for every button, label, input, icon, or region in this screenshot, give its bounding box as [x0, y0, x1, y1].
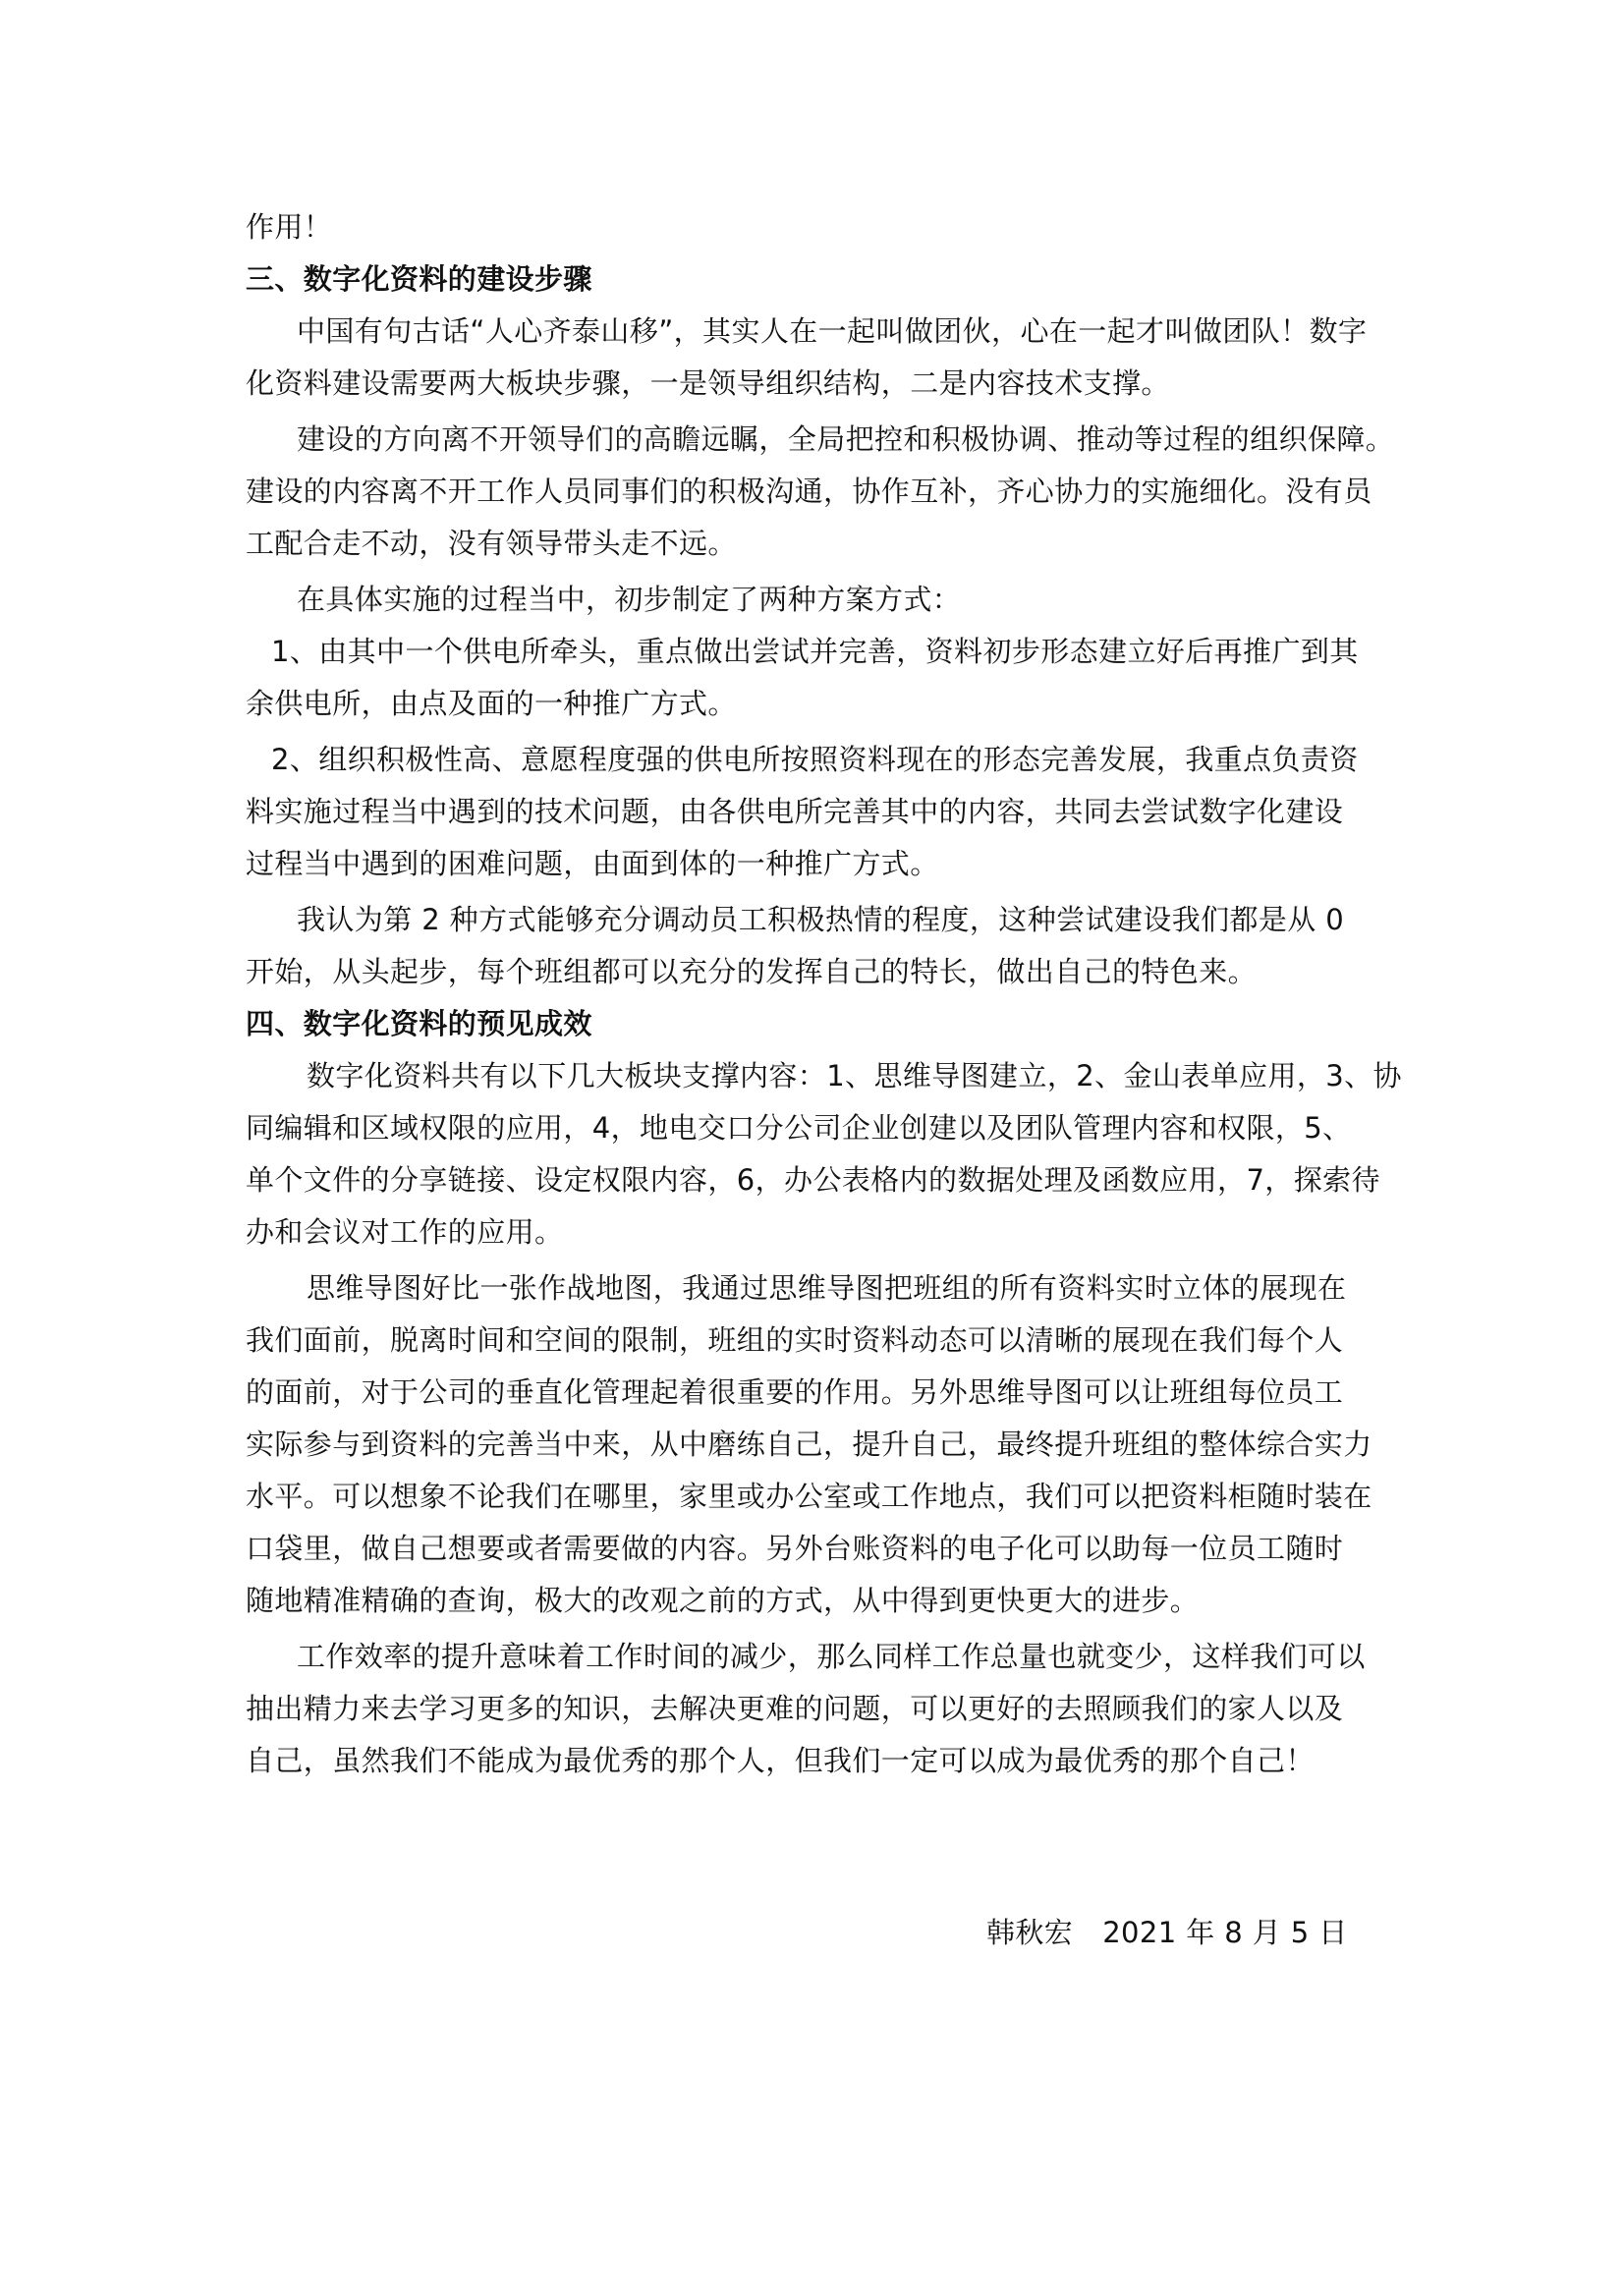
author-name: 韩秋宏 [986, 1916, 1074, 1949]
document-body [246, 201, 1402, 1787]
paragraph-line: 建设的内容离不开工作人员同事们的积极沟通，协作互补，齐心协力的实施细化。没有员 [246, 475, 1372, 508]
list-item-line: 2、组织积极性高、意愿程度强的供电所按照资料现在的形态完善发展，我重点负责资 [271, 743, 1359, 776]
paragraph-line: 思维导图好比一张作战地图，我通过思维导图把班组的所有资料实时立体的展现在 [307, 1271, 1347, 1305]
paragraph-line: 抽出精力来去学习更多的知识，去解决更难的问题，可以更好的去照顾我们的家人以及 [246, 1692, 1344, 1725]
paragraph-line: 化资料建设需要两大板块步骤，一是领导组织结构，二是内容技术支撑。 [246, 366, 1170, 400]
list-item-line: 料实施过程当中遇到的技术问题，由各供电所完善其中的内容，共同去尝试数字化建设 [246, 795, 1344, 828]
list-item-line: 余供电所，由点及面的一种推广方式。 [246, 687, 737, 720]
paragraph-line: 开始，从头起步，每个班组都可以充分的发挥自己的特长，做出自己的特色来。 [246, 955, 1258, 988]
paragraph-line: 实际参与到资料的完善当中来，从中磨练自己，提升自己，最终提升班组的整体综合实力 [246, 1428, 1372, 1461]
section-heading-4: 四、数字化资料的预见成效 [246, 1007, 592, 1040]
signature-block [986, 1907, 1348, 1959]
text-line: 作用！ [246, 210, 333, 244]
paragraph-line: 的面前，对于公司的垂直化管理起着很重要的作用。另外思维导图可以让班组每位员工 [246, 1375, 1344, 1409]
paragraph-line: 我们面前，脱离时间和空间的限制，班组的实时资料动态可以清晰的展现在我们每个人 [246, 1323, 1344, 1357]
paragraph-line: 工作效率的提升意味着工作时间的减少，那么同样工作总量也就变少，这样我们可以 [297, 1640, 1366, 1673]
paragraph-line: 同编辑和区域权限的应用，4，地电交口分公司企业创建以及团队管理内容和权限，5、 [246, 1111, 1352, 1145]
paragraph-line: 单个文件的分享链接、设定权限内容，6，办公表格内的数据处理及函数应用，7，探索待 [246, 1163, 1380, 1197]
paragraph-line: 在具体实施的过程当中，初步制定了两种方案方式： [297, 583, 962, 616]
paragraph-line: 口袋里，做自己想要或者需要做的内容。另外台账资料的电子化可以助每一位员工随时 [246, 1532, 1344, 1565]
paragraph-line: 数字化资料共有以下几大板块支撑内容：1、思维导图建立，2、金山表单应用，3、协 [307, 1059, 1402, 1092]
paragraph-line: 中国有句古话“人心齐泰山移”，其实人在一起叫做团伙，心在一起才叫做团队！数字 [297, 314, 1368, 348]
paragraph-line: 办和会议对工作的应用。 [246, 1215, 564, 1249]
list-item-line: 1、由其中一个供电所牵头，重点做出尝试并完善，资料初步形态建立好后再推广到其 [271, 635, 1359, 668]
paragraph-line: 工配合走不动，没有领导带头走不远。 [246, 527, 737, 560]
list-item-line: 过程当中遇到的困难问题，由面到体的一种推广方式。 [246, 847, 939, 880]
section-heading-3: 三、数字化资料的建设步骤 [246, 262, 592, 296]
paragraph-line: 自己，虽然我们不能成为最优秀的那个人，但我们一定可以成为最优秀的那个自己！ [246, 1744, 1315, 1777]
paragraph-line: 水平。可以想象不论我们在哪里，家里或办公室或工作地点，我们可以把资料柜随时装在 [246, 1480, 1372, 1513]
paragraph-line: 随地精准精确的查询，极大的改观之前的方式，从中得到更快更大的进步。 [246, 1584, 1200, 1617]
paragraph-line: 建设的方向离不开领导们的高瞻远瞩，全局把控和积极协调、推动等过程的组织保障。 [297, 422, 1395, 456]
signature-date: 2021 年 8 月 5 日 [1102, 1916, 1348, 1949]
paragraph-line: 我认为第 2 种方式能够充分调动员工积极热情的程度，这种尝试建设我们都是从 0 [297, 903, 1345, 936]
